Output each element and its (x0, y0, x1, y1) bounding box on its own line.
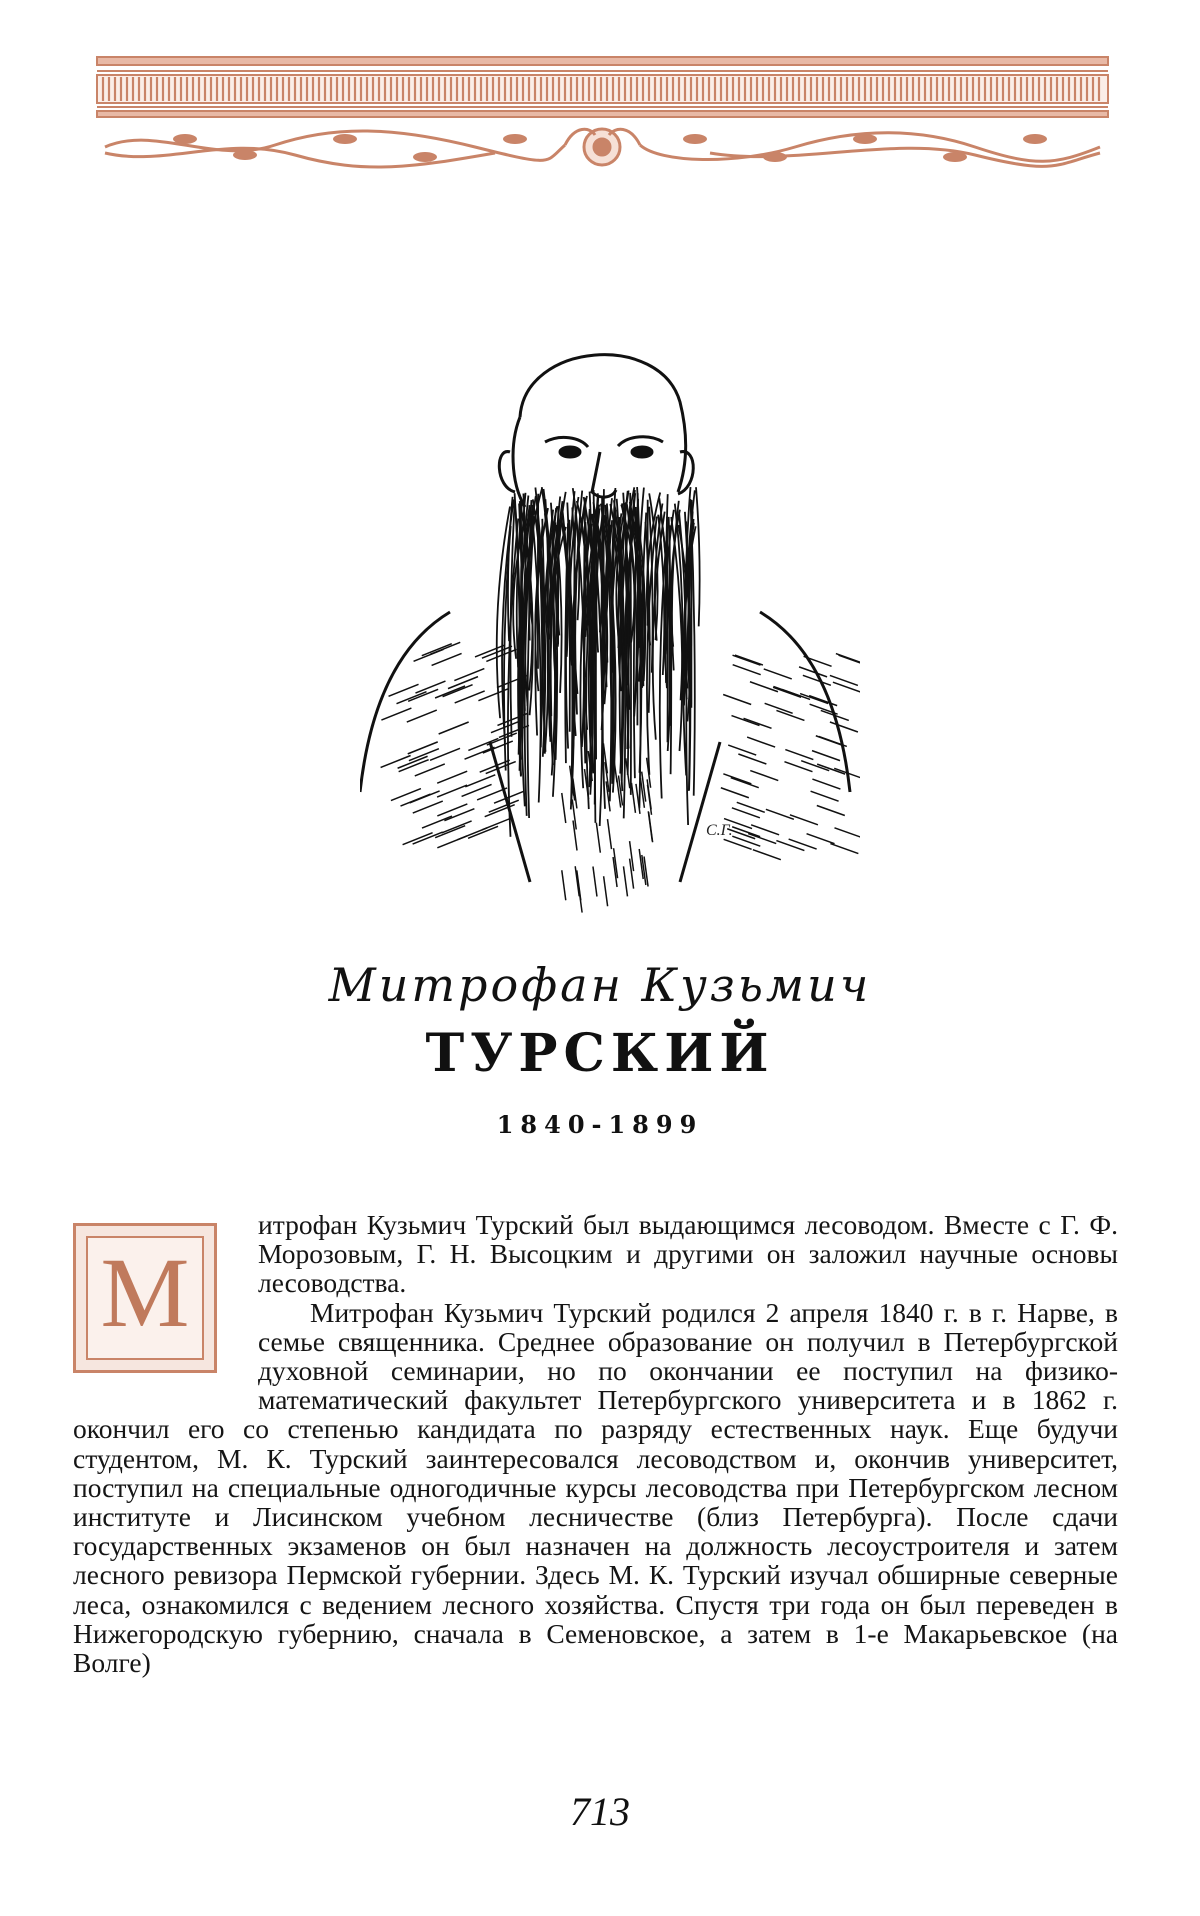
life-years: 1840-1899 (496, 1110, 704, 1139)
dropcap-letter: М (100, 1237, 190, 1348)
surname-heading: ТУРСКИЙ (425, 1023, 775, 1084)
paragraph-biography: Митрофан Кузьмич Турский родился 2 апреля 1840 г. в г. Нарве, в семье священника. Среднее образование он получил в Петербургской духовной семинарии, но по окончании ее поступил на физико-математический факультет Петербургского университета и в 1862 г. окончил его со степенью кандидата по разряду естественных наук. Еще будучи студентом, М. К. Турский заинтересовался лесоводством и, окончив университет, поступил на специальные одногодичные курсы лесоводства при Петербургском лесном институте и Лисинском учебном лесничестве (близ Петербурга). После сдачи государственных экзаменов он был назначен на должность лесоустроителя и затем лесного ревизора Пермской губернии. Здесь М. К. Турский изучал обширные северные леса, ознакомился с ведением лесного хозяйства. Спустя три года он был переведен в Нижегородскую губернию, сначала в Семеновское, а затем в 1-е Макарьевское (на Волге) (73, 1296, 1118, 1679)
decorative-header-ornament-icon (95, 55, 1110, 170)
article-body (73, 1210, 1118, 1677)
bearded-man-portrait-icon (360, 322, 860, 922)
page-number: 713 (570, 1789, 630, 1834)
dropcap-spacer (73, 1210, 258, 1388)
artist-signature: С.Г. (706, 822, 733, 839)
paragraph-intro: итрофан Кузьмич Турский был выдающимся лесоводом. Вместе с Г. Ф. Морозовым, Г. Н. Высоцким и другими он заложил научные основы лесоводства. (258, 1209, 1118, 1299)
name-script-heading: Митрофан Кузьмич (328, 958, 872, 1012)
